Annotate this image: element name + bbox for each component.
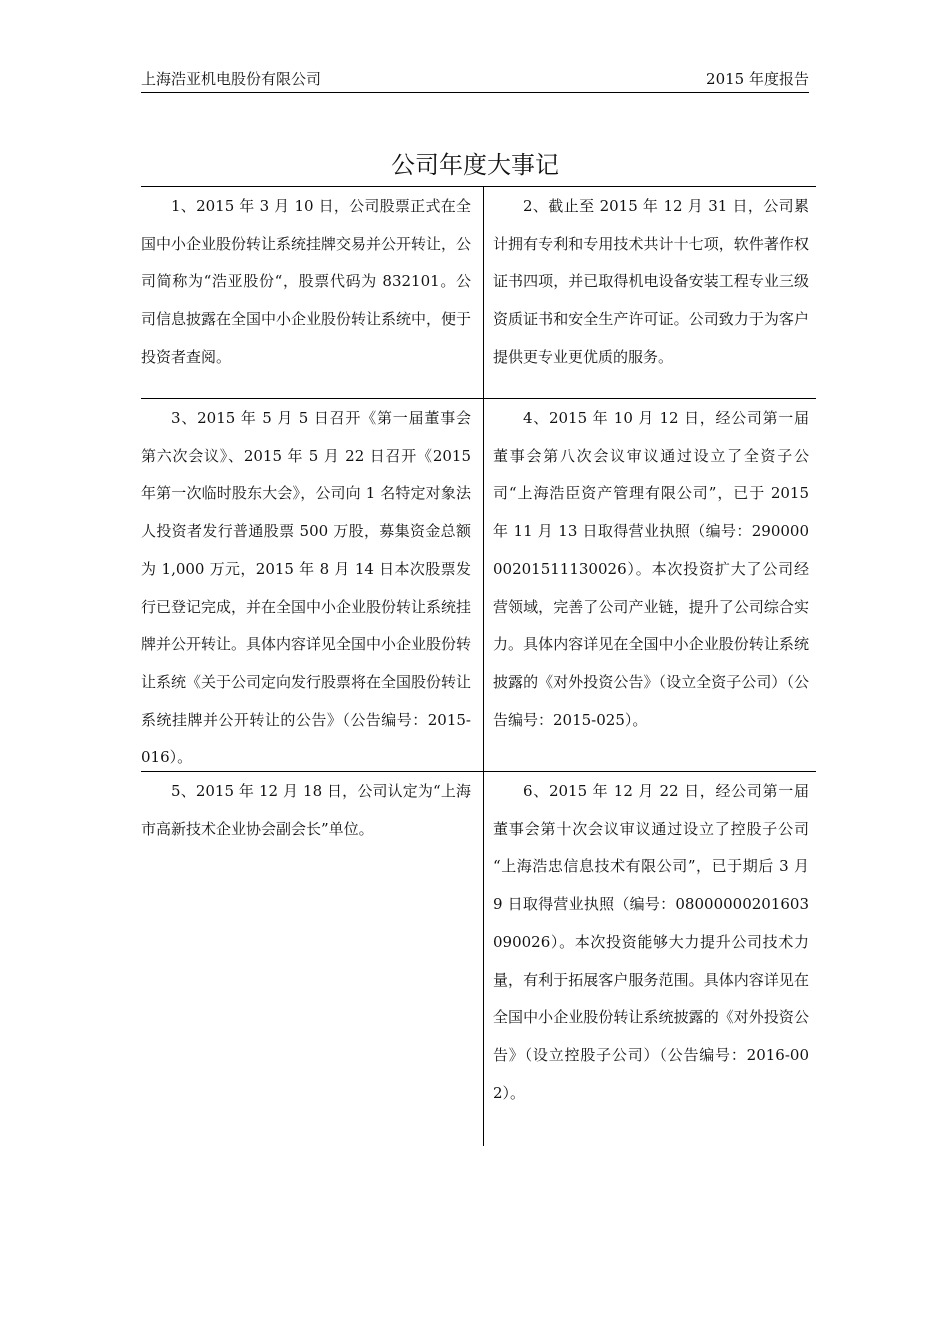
event-text: 2、截止至 2015 年 12 月 31 日，公司累计拥有专利和专用技术共计十七项，软件著作权证书四项，并已取得机电设备安装工程专业三级资质证书和安全生产许可证。公司致力于为客户提供更专业更优质的服务。: [493, 197, 809, 366]
table-row: [141, 186, 816, 399]
event-cell-2: [493, 186, 809, 377]
company-name: 上海浩亚机电股份有限公司: [141, 70, 322, 88]
table-row: [141, 771, 816, 1146]
event-cell-3: [141, 398, 471, 777]
report-label: 2015 年度报告: [706, 70, 809, 88]
event-text: 4、2015 年 10 月 12 日，经公司第一届董事会第八次会议审议通过设立了全资子公司“上海浩臣资产管理有限公司”，已于 2015 年 11 月 13 日取得营业执照（编号：29000000201511130026）。本次投资扩大了公司经营领域，完善了公司产业链，提升了公司综合实力。具体内容详见在全国中小企业股份转让系统披露的《对外投资公告》（设立全资子公司）（公告编号：2015-025）。: [493, 409, 809, 729]
event-text: 1、2015 年 3 月 10 日，公司股票正式在全国中小企业股份转让系统挂牌交易并公开转让，公司简称为“浩亚股份“，股票代码为 832101。公司信息披露在全国中小企业股份转让系统中，便于投资者查阅。: [141, 197, 472, 366]
event-cell-5: [141, 771, 471, 848]
event-text: 6、2015 年 12 月 22 日，经公司第一届董事会第十次会议审议通过设立了控股子公司 “上海浩忠信息技术有限公司”，已于期后 3 月 9 日取得营业执照（编号：08000000201603090026）。本次投资能够大力提升公司技术力量，有利于拓展客户服务范围。具体内容详见在全国中小企业股份转让系统披露的《对外投资公告》（设立控股子公司）（公告编号：2016-002）。: [493, 782, 809, 1102]
column-divider: [483, 186, 484, 1146]
event-cell-1: [141, 186, 471, 377]
event-text: 5、2015 年 12 月 18 日，公司认定为“上海市高新技术企业协会副会长”单位。: [141, 782, 471, 838]
page-header: [141, 66, 809, 93]
event-cell-6: [493, 771, 809, 1112]
table-row: [141, 398, 816, 772]
page-title: 公司年度大事记: [391, 151, 559, 179]
event-cell-4: [493, 398, 809, 739]
event-text: 3、2015 年 5 月 5 日召开《第一届董事会第六次会议》、2015 年 5 月 22 日召开《2015 年第一次临时股东大会》，公司向 1 名特定对象法人投资者发行普通股票 500 万股，募集资金总额为 1,000 万元，2015 年 8 月 14 日本次股票发行已登记完成，并在全国中小企业股份转让系统挂牌并公开转让。具体内容详见全国中小企业股份转让系统《关于公司定向发行股票将在全国股份转让系统挂牌并公开转让的公告》（公告编号：2015-016）。: [141, 409, 472, 767]
